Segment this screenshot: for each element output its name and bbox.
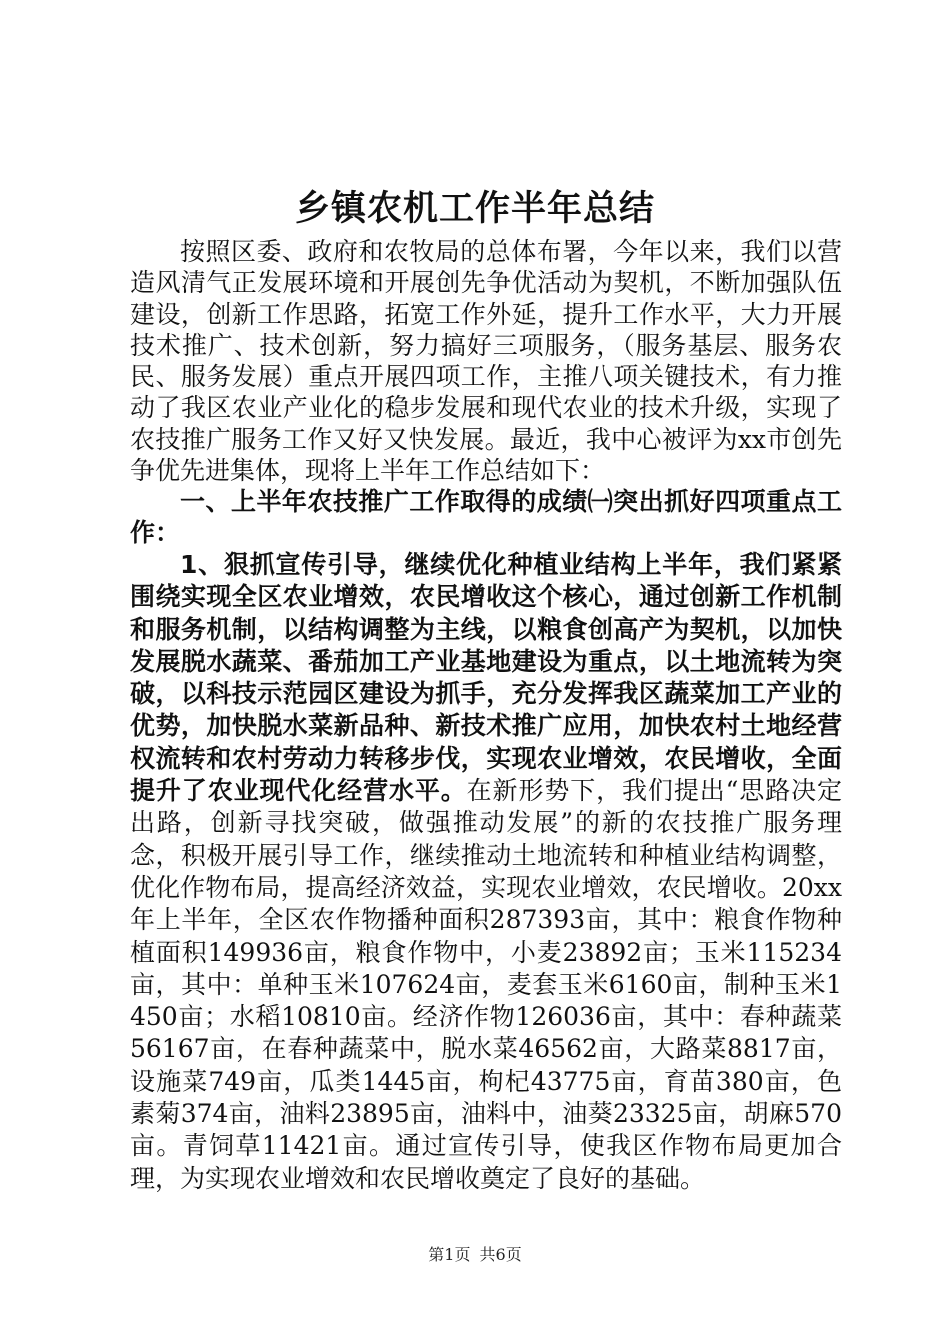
item-1-paragraph: [130, 549, 842, 1195]
section-heading: 一、上半年农技推广工作取得的成绩㈠突出抓好四项重点工作：: [130, 487, 842, 548]
document-title: 乡镇农机工作半年总结: [294, 189, 655, 229]
item-1-bold-text: 1、狠抓宣传引导，继续优化种植业结构上半年，我们紧紧围绕实现全区农业增效，农民增收这个核心，通过创新工作机制和服务机制，以结构调整为主线，以粮食创高产为契机，以加快发展脱水蔬菜、番茄加工产业基地建设为重点，以土地流转为突破，以科技示范园区建设为抓手，充分发挥我区蔬菜加工产业的优势，加快脱水菜新品种、新技术推广应用，加快农村土地经营权流转和农村劳动力转移步伐，实现农业增效，农民增收，全面提升了农业现代化经营水平。: [130, 550, 842, 806]
item-1-body-text: 在新形势下，我们提出“思路决定出路，创新寻找突破，做强推动发展”的新的农技推广服务理念，积极开展引导工作，继续推动土地流转和种植业结构调整，优化作物布局，提高经济效益，实现农业增效，农民增收。20xx年上半年，全区农作物播种面积287393亩，其中：粮食作物种植面积149936亩，粮食作物中，小麦23892亩；玉米115234亩，其中：单种玉米107624亩，麦套玉米6160亩，制种玉米1450亩；水稻10810亩。经济作物126036亩，其中：春种蔬菜56167亩，在春种蔬菜中，脱水菜46562亩，大路菜8817亩，设施菜749亩，瓜类1445亩，枸杞43775亩，育苗380亩，色素菊374亩，油料23895亩，油料中，油葵23325亩，胡麻570亩。青饲草11421亩。通过宣传引导，使我区作物布局更加合理，为实现农业增效和农民增收奠定了良好的基础。: [130, 776, 842, 1193]
page-number: 第1页: [428, 1245, 471, 1264]
intro-paragraph: 按照区委、政府和农牧局的总体布署，今年以来，我们以营造风清气正发展环境和开展创先争优活动为契机，不断加强队伍建设，创新工作思路，拓宽工作外延，提升工作水平，大力开展技术推广、技术创新，努力搞好三项服务，（服务基层、服务农民、服务发展）重点开展四项工作，主推八项关键技术，有力推动了我区农业产业化的稳步发展和现代农业的技术升级，实现了农技推广服务工作又好又快发展。最近，我中心被评为xx市创先争优先进集体，现将上半年工作总结如下：: [130, 237, 842, 486]
page-footer: [0, 1242, 950, 1265]
page-total: 共6页: [479, 1245, 522, 1264]
